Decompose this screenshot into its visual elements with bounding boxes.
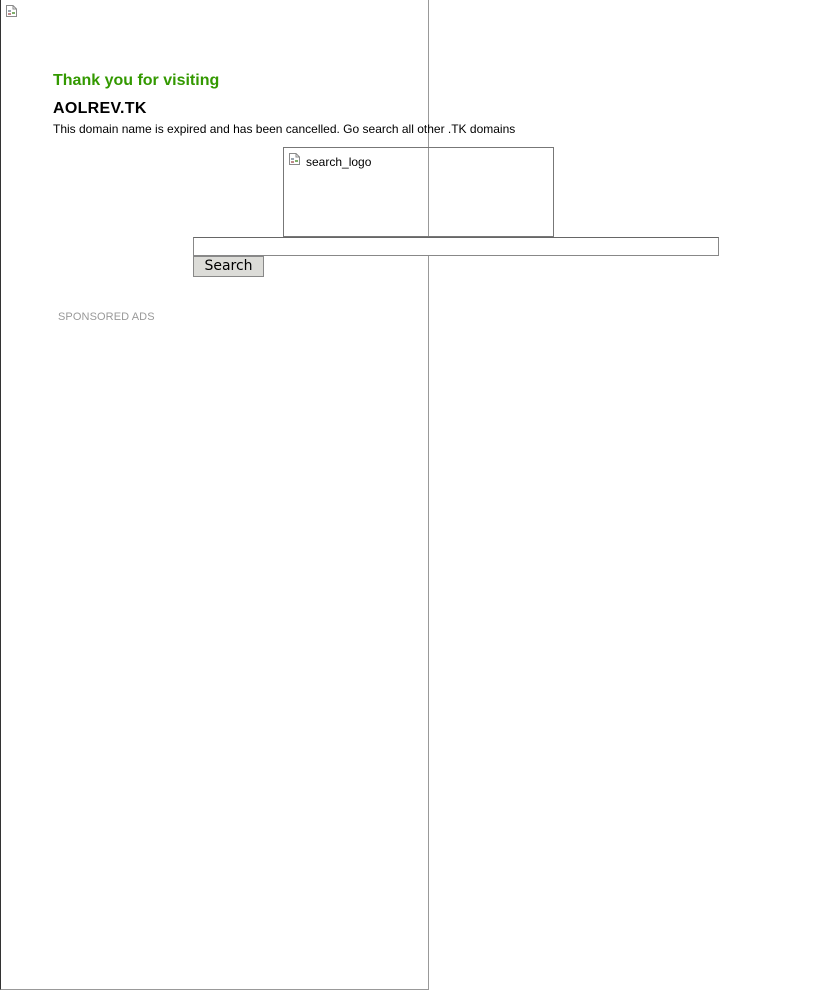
expired-message: This domain name is expired and has been cancelled. Go search all other .TK domains (53, 122, 516, 136)
thank-you-heading: Thank you for visiting (53, 72, 220, 89)
broken-image-icon (289, 153, 300, 165)
domain-name: AOLREV.TK (53, 100, 147, 117)
broken-image-icon (6, 5, 17, 17)
logo-alt-text: search_logo (306, 155, 372, 169)
search-logo-image (283, 147, 554, 237)
search-button[interactable]: Search (193, 256, 264, 277)
sponsored-ads-label: SPONSORED ADS (58, 311, 155, 323)
search-input[interactable] (193, 237, 719, 256)
